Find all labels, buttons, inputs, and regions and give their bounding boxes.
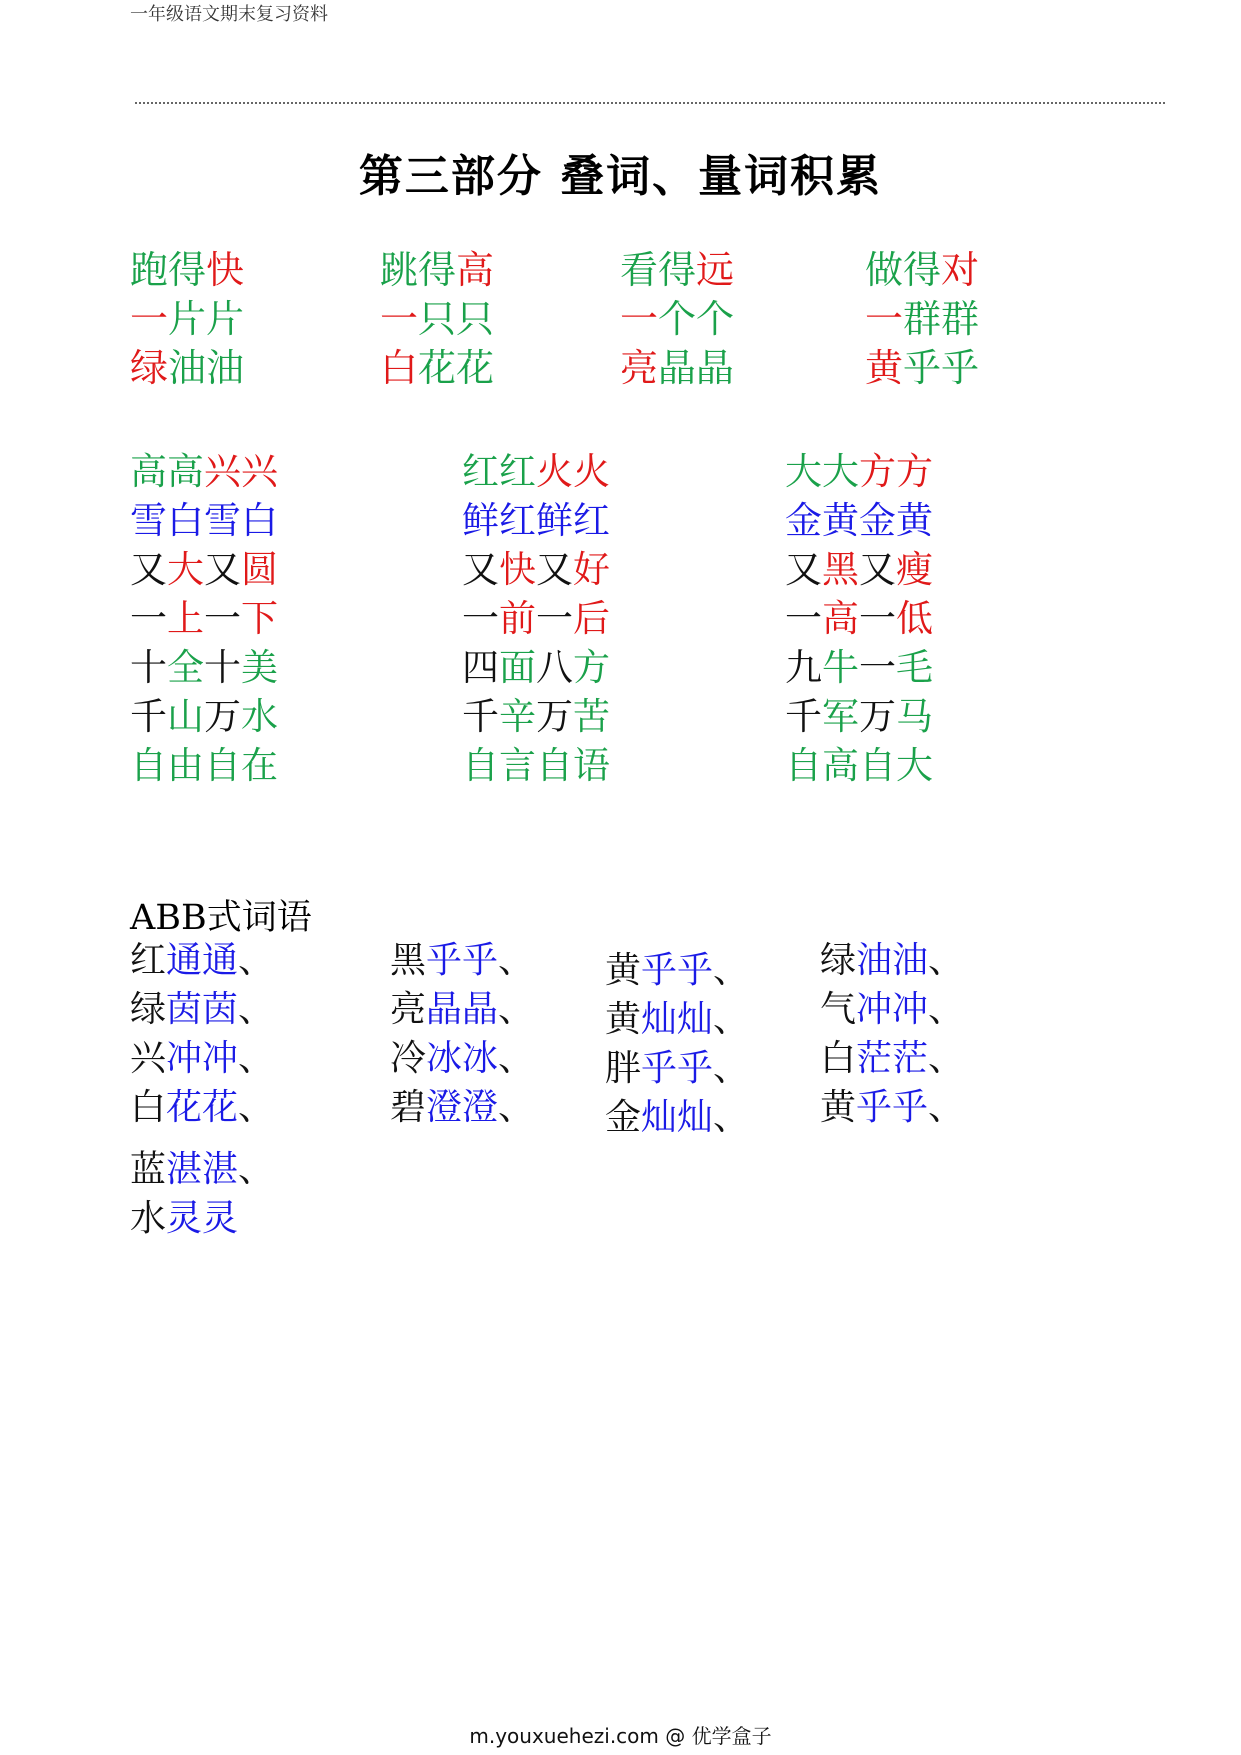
word-segment: 黄 [605, 950, 642, 991]
abb-word [130, 1194, 274, 1243]
word-segment: 好 [573, 548, 610, 591]
word-segment: 水 [241, 695, 278, 738]
word-segment: 白 [130, 1087, 167, 1128]
word-segment: 兴兴 [204, 450, 278, 493]
word [462, 447, 610, 496]
word [785, 741, 933, 790]
word-segment: 、 [713, 999, 750, 1040]
word-segment: 兴 [130, 1038, 167, 1079]
word-segment: 美 [241, 646, 278, 689]
word-segment: 万 [536, 695, 573, 738]
word-segment: 对 [941, 248, 980, 292]
word [130, 643, 278, 692]
abb-word [390, 936, 534, 985]
word-segment: 冰冰 [426, 1038, 499, 1079]
word-segment: 灿灿 [641, 999, 714, 1040]
header-divider [135, 102, 1165, 104]
word [785, 692, 933, 741]
word-segment: 马 [896, 695, 933, 738]
word-segment: 千 [462, 695, 499, 738]
word-segment: 又 [130, 548, 167, 591]
word-segment: 红红 [462, 450, 536, 493]
word [130, 344, 244, 393]
word-segment: 、 [713, 1097, 750, 1138]
word [462, 692, 610, 741]
word-segment: 群群 [903, 297, 980, 341]
word-segment: 黄 [865, 346, 904, 390]
word-segment: 冲冲 [856, 989, 929, 1030]
word-segment: 白 [380, 346, 419, 390]
word-segment: 九 [785, 646, 822, 689]
word [130, 594, 278, 643]
word-segment: 后 [573, 597, 610, 640]
word-segment: 、 [498, 1087, 535, 1128]
word-segment: 金黄金黄 [785, 499, 933, 542]
abb-column [820, 936, 964, 1132]
word-segment: 、 [238, 1149, 275, 1190]
word-segment: 亮 [620, 346, 659, 390]
word-segment: 气 [820, 989, 857, 1030]
word-segment: 一 [380, 297, 419, 341]
word-segment: 自由自在 [130, 744, 278, 787]
word-segment: 灵灵 [166, 1198, 239, 1239]
abb-word [605, 946, 749, 995]
word-segment: 上 [167, 597, 204, 640]
word-segment: 一 [620, 297, 659, 341]
word-segment: 前 [499, 597, 536, 640]
word-segment: 一 [785, 597, 822, 640]
word-segment: 万 [859, 695, 896, 738]
word-segment: 绿 [130, 989, 167, 1030]
word [785, 496, 933, 545]
abb-word [820, 936, 964, 985]
word-segment: 灿灿 [641, 1097, 714, 1138]
word-segment: 快 [499, 548, 536, 591]
word [130, 496, 278, 545]
word [865, 246, 979, 295]
word-segment: 一 [204, 597, 241, 640]
abb-word [820, 1083, 964, 1132]
word-segment: 蓝 [130, 1149, 167, 1190]
word [620, 295, 734, 344]
word-segment: 湛湛 [166, 1149, 239, 1190]
word-segment: 又 [204, 548, 241, 591]
word-segment: 快 [206, 248, 245, 292]
word-segment: 瘦 [896, 548, 933, 591]
word-segment: 一 [462, 597, 499, 640]
word-segment: 自言自语 [462, 744, 610, 787]
abb-word [390, 985, 534, 1034]
word-segment: 八 [536, 646, 573, 689]
word-segment: 乎乎 [641, 950, 714, 991]
word-segment: 一 [536, 597, 573, 640]
page-title: 第三部分 叠词、量词积累 [358, 151, 883, 202]
word-segment: 冷 [390, 1038, 427, 1079]
word-segment: 又 [536, 548, 573, 591]
page-footer: m.youxuehezi.com @ 优学盒子 [469, 1724, 772, 1748]
word-segment: 、 [928, 1038, 965, 1079]
word-segment: 自高自大 [785, 744, 933, 787]
word [865, 344, 979, 393]
word [380, 344, 494, 393]
word-segment: 十 [204, 646, 241, 689]
word [130, 246, 244, 295]
abb-word [605, 1044, 749, 1093]
word-segment: 片片 [168, 297, 245, 341]
word-segment: 千 [785, 695, 822, 738]
word-segment: 茵茵 [166, 989, 239, 1030]
word-segment: 低 [896, 597, 933, 640]
word-segment: 花花 [166, 1087, 239, 1128]
word-segment: 通通 [166, 940, 239, 981]
abb-word [390, 1083, 534, 1132]
abb-word [130, 1083, 274, 1132]
word-segment: 金 [605, 1097, 642, 1138]
word-segment: 下 [241, 597, 278, 640]
word-segment: 高 [822, 597, 859, 640]
word-segment: 毛 [896, 646, 933, 689]
word [380, 246, 494, 295]
word-segment: 澄澄 [426, 1087, 499, 1128]
word-segment: 、 [498, 940, 535, 981]
word-segment: 圆 [241, 548, 278, 591]
word-segment: 远 [696, 248, 735, 292]
word [785, 594, 933, 643]
word-segment: 白 [820, 1038, 857, 1079]
abb-column [605, 946, 749, 1142]
abb-word [130, 1145, 274, 1194]
word-segment: 四 [462, 646, 499, 689]
word [130, 545, 278, 594]
abb-word [130, 936, 274, 985]
word-segment: 乎乎 [426, 940, 499, 981]
word-segment: 跳得 [380, 248, 457, 292]
word-segment: 又 [785, 548, 822, 591]
abb-word [390, 1034, 534, 1083]
word-segment: 、 [928, 1087, 965, 1128]
word-segment: 高高 [130, 450, 204, 493]
word-segment: 牛 [822, 646, 859, 689]
word-segment: 乎乎 [903, 346, 980, 390]
page-header: 一年级语文期末复习资料 [130, 4, 328, 25]
word [462, 545, 610, 594]
word-segment: 、 [238, 940, 275, 981]
word-segment: 方 [573, 646, 610, 689]
word-segment: 茫茫 [856, 1038, 929, 1079]
word [462, 594, 610, 643]
abb-word [820, 985, 964, 1034]
word-segment: 跑得 [130, 248, 207, 292]
abb-word [130, 985, 274, 1034]
word-segment: 绿 [820, 940, 857, 981]
word-segment: 、 [928, 989, 965, 1030]
word [620, 344, 734, 393]
word-segment: 油油 [168, 346, 245, 390]
word-segment: 碧 [390, 1087, 427, 1128]
word-segment: 黄 [820, 1087, 857, 1128]
word-segment: 个个 [658, 297, 735, 341]
word-segment: 万 [204, 695, 241, 738]
word-segment: 、 [713, 950, 750, 991]
word-segment: 、 [498, 1038, 535, 1079]
word-segment: 雪白雪白 [130, 499, 278, 542]
word-segment: 乎乎 [641, 1048, 714, 1089]
word-segment: 军 [822, 695, 859, 738]
abb-section-title: ABB式词语 [130, 898, 312, 938]
word [130, 692, 278, 741]
word-segment: 晶晶 [658, 346, 735, 390]
word-segment: 看得 [620, 248, 697, 292]
word-segment: 晶晶 [426, 989, 499, 1030]
word [785, 643, 933, 692]
word-segment: 、 [238, 1038, 275, 1079]
word [865, 295, 979, 344]
word [130, 295, 244, 344]
word-segment: 、 [238, 1087, 275, 1128]
word-segment: 辛 [499, 695, 536, 738]
word-segment: 绿 [130, 346, 169, 390]
word-segment: 黄 [605, 999, 642, 1040]
word-segment: 苦 [573, 695, 610, 738]
word-segment: 、 [713, 1048, 750, 1089]
word [130, 447, 278, 496]
word-segment: 、 [928, 940, 965, 981]
word [462, 741, 610, 790]
word-segment: 黑 [390, 940, 427, 981]
word-segment: 大大 [785, 450, 859, 493]
word-segment: 一 [130, 297, 169, 341]
word-segment: 花花 [418, 346, 495, 390]
word [620, 246, 734, 295]
abb-column [130, 936, 274, 1243]
word [462, 643, 610, 692]
abb-column [390, 936, 534, 1132]
word-segment: 一 [865, 297, 904, 341]
word-segment: 又 [462, 548, 499, 591]
word-segment: 方方 [859, 450, 933, 493]
word-segment: 高 [456, 248, 495, 292]
word-segment: 红 [130, 940, 167, 981]
word-segment: 火火 [536, 450, 610, 493]
abb-word [130, 1034, 274, 1083]
word-segment: 油油 [856, 940, 929, 981]
word-segment: 一 [130, 597, 167, 640]
abb-word [820, 1034, 964, 1083]
word-segment: 亮 [390, 989, 427, 1030]
word-segment: 、 [498, 989, 535, 1030]
word [785, 545, 933, 594]
word-segment: 千 [130, 695, 167, 738]
word-segment: 一 [859, 646, 896, 689]
word-segment: 只只 [418, 297, 495, 341]
word-segment: 十 [130, 646, 167, 689]
word [462, 496, 610, 545]
word-segment: 面 [499, 646, 536, 689]
word-segment: 做得 [865, 248, 942, 292]
word-segment: 冲冲 [166, 1038, 239, 1079]
word-segment: 鲜红鲜红 [462, 499, 610, 542]
abb-word [605, 1093, 749, 1142]
word-segment: 胖 [605, 1048, 642, 1089]
word-segment: 水 [130, 1198, 167, 1239]
word-segment: 山 [167, 695, 204, 738]
word [785, 447, 933, 496]
word-segment: 又 [859, 548, 896, 591]
word-segment: 、 [238, 989, 275, 1030]
word [380, 295, 494, 344]
word [130, 741, 278, 790]
word-segment: 黑 [822, 548, 859, 591]
word-segment: 全 [167, 646, 204, 689]
word-segment: 乎乎 [856, 1087, 929, 1128]
word-segment: 大 [167, 548, 204, 591]
word-segment: 一 [859, 597, 896, 640]
abb-word [605, 995, 749, 1044]
